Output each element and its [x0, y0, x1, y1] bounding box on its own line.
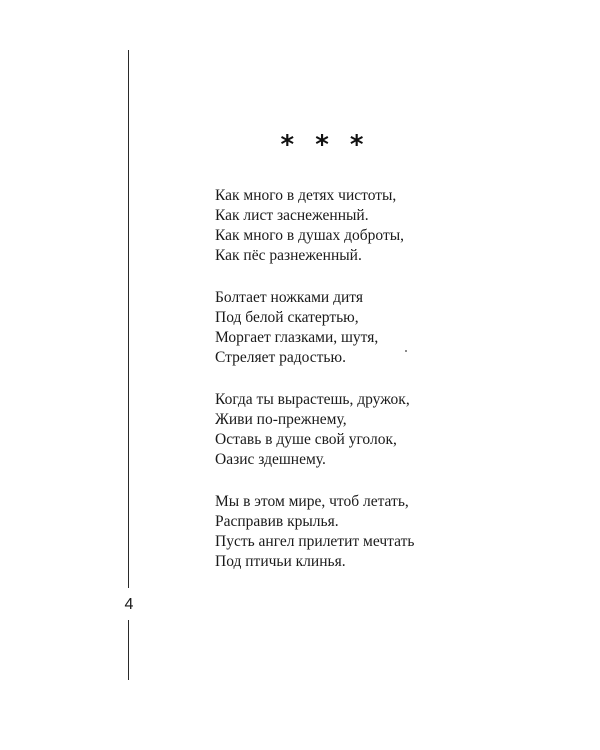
- poem-line: Расправив крылья.: [215, 513, 339, 530]
- poem-line: Моргает глазками, шутя,: [215, 329, 379, 346]
- poem-line: Пусть ангел прилетит мечтать: [215, 533, 415, 550]
- print-speck: [405, 350, 407, 352]
- poem-line: Под птичьи клинья.: [215, 553, 346, 570]
- poem: [215, 186, 515, 594]
- stanza-4: [215, 492, 515, 572]
- poem-line: Как много в детях чистоты,: [215, 187, 397, 204]
- poem-line: Оазис здешнему.: [215, 451, 326, 468]
- stanza-2: [215, 288, 515, 368]
- poem-line: Мы в этом мире, чтоб летать,: [215, 493, 409, 510]
- stanza-1: [215, 186, 515, 266]
- poem-line: Болтает ножками дитя: [215, 289, 363, 306]
- poem-line: Как пёс разнеженный.: [215, 247, 362, 264]
- poem-line: Под белой скатертью,: [215, 309, 359, 326]
- stanza-3: [215, 390, 515, 470]
- page-number: 4: [124, 596, 134, 613]
- section-ornament: * * *: [280, 130, 370, 160]
- poem-line: Как много в душах доброты,: [215, 227, 405, 244]
- poem-line: Оставь в душе свой уголок,: [215, 431, 397, 448]
- margin-rule-bottom: [128, 620, 129, 680]
- poem-line: Когда ты вырастешь, дружок,: [215, 391, 410, 408]
- margin-rule-top: [128, 50, 129, 588]
- poem-line: Стреляет радостью.: [215, 349, 346, 366]
- poem-line: Живи по-прежнему,: [215, 411, 347, 428]
- poem-line: Как лист заснеженный.: [215, 207, 369, 224]
